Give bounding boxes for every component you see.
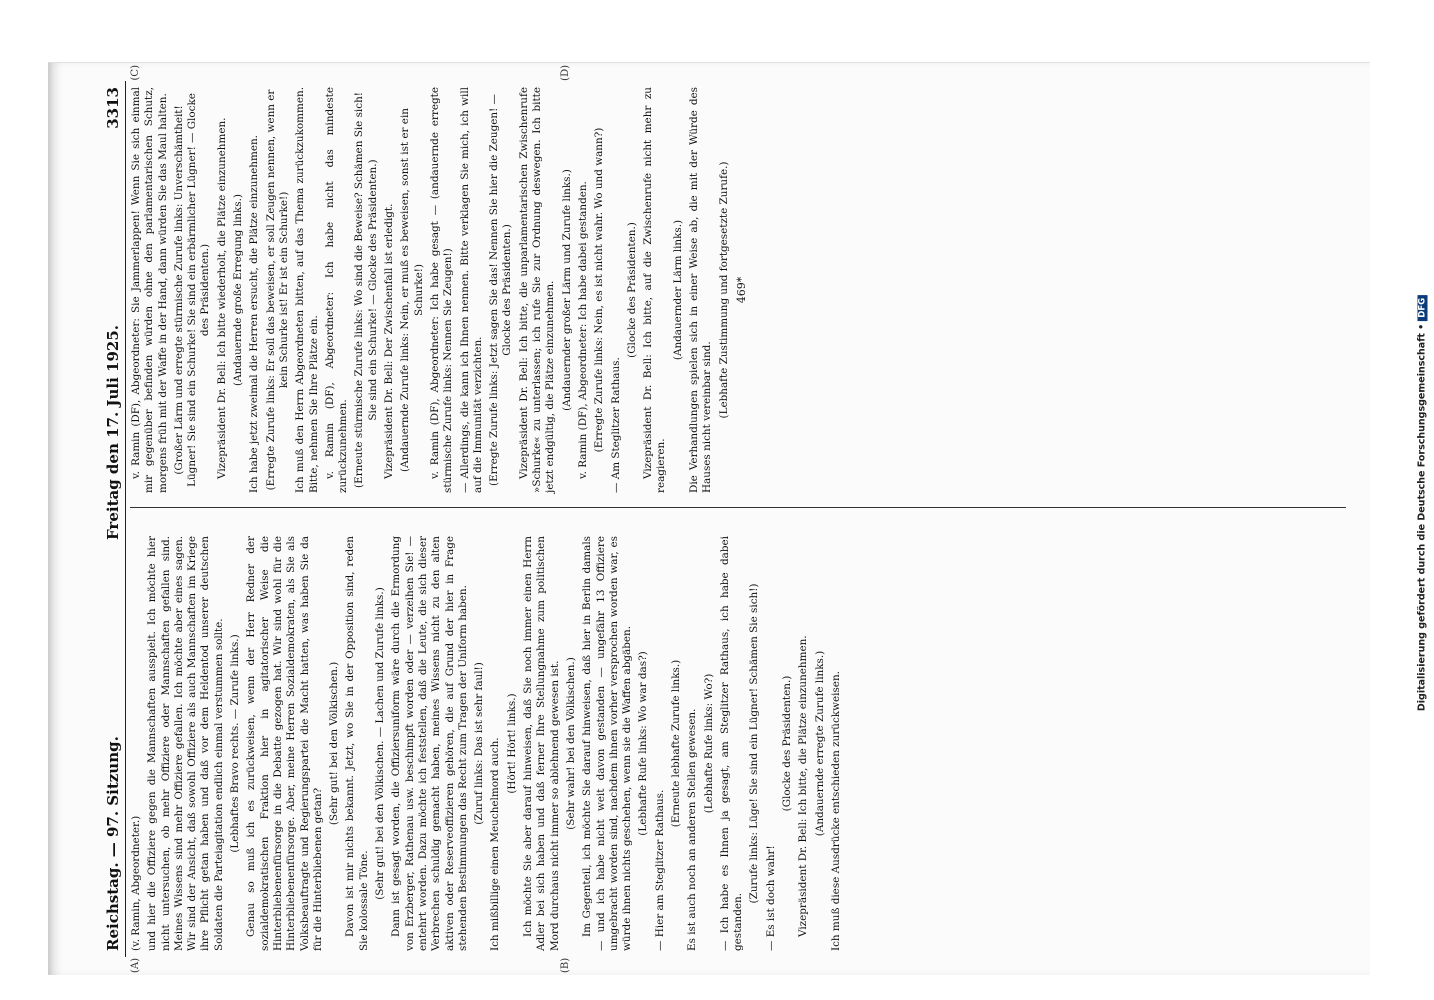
dfg-logo: DFG [1418, 295, 1428, 321]
paragraph: (Andauernde große Erregung links.) [232, 194, 245, 386]
right-column [130, 65, 1346, 508]
left-column [130, 530, 1346, 973]
digitization-credit: Digitalisierung gefördert durch die Deutsche Forschungsgemeinschaft •DFG [1412, 8, 1432, 998]
paragraph: — Allerdings, die kann ich Ihnen nennen. Bitte verklagen Sie mich, ich will auf die Immunität verzichten. [458, 87, 484, 493]
paragraph: (Sehr gut! bei den Völkischen. — Lachen und Zurufe links.) [374, 587, 387, 900]
paragraph: (Erneute lebhafte Zurufe links.) [669, 659, 682, 828]
paragraph: (Glocke des Präsidenten.) [625, 222, 638, 358]
paragraph: (Glocke des Präsidenten.) [781, 675, 794, 812]
paragraph: Vizepräsident Dr. Bell: Ich bitte, die unparlamentarischen Zwischenrufe »Schurke« zu unterlassen; ich rufe Sie zur Ordnung deswegen. Ich bitte jetzt endgültig, die Plätze einzunehmen. [517, 87, 557, 493]
margin-mark-d: (D) [560, 65, 571, 81]
header-date: Freitag den 17. Juli 1925. [104, 324, 122, 540]
paragraph: (v. Ramin, Abgeordneter.) [130, 815, 142, 951]
paragraph: (Hört! Hört! links.) [505, 693, 518, 794]
paragraph: (Andauernde Zurufe links: Nein, er muß es beweisen, sonst ist er ein Schurke!) [399, 108, 425, 472]
paragraph: Ich muß diese Ausdrücke entschieden zurückweisen. [829, 671, 842, 951]
paragraph: und hier die Offiziere gegen die Mannschaften ausspielt. Ich möchte hier nicht untersuchen, ob mehr Offiziere oder Mannschaften gefallen sind. Meines Wissens sind mehr Offiziere gefallen. Ich möchte aber eines sagen. Wir sind der Ansicht, daß sowohl Offiziere als auch Mannschaften im Kriege ihre Pflicht getan haben und daß vor dem Heldentod unserer deutschen Soldaten die Parteiagitation endlich einmal verstummen sollte. [146, 536, 225, 951]
paragraph: Ich muß den Herrn Abgeordneten bitten, auf das Thema zurückzukommen. Bitte, nehmen Sie Ihre Plätze ein. [294, 87, 320, 493]
paragraph: Ich habe jetzt zweimal die Herren ersucht, die Plätze einzunehmen. [248, 135, 261, 493]
paragraph: — Am Steglitzer Rathaus. [609, 357, 622, 493]
paragraph: (Erregte Zurufe links: Er soll das beweisen, er soll Zeugen nennen, wenn er kein Schurke ist! Er ist ein Schurke!) [264, 89, 290, 491]
paragraph: v. Ramin (DF), Abgeordneter: Ich habe gesagt — (andauernde erregte stürmische Zurufe links: Nennen Sie Zeugen!) [428, 87, 455, 493]
paragraph: v. Ramin (DF), Abgeordneter: Ich habe dabei gestanden. [576, 181, 589, 479]
paragraph: (Sehr wahr! bei den Völkischen.) [564, 657, 577, 830]
header-left: Reichstag. — 97. Sitzung. [104, 736, 122, 951]
paragraph: Vizepräsident Dr. Bell: Ich bitte wiederholt, die Plätze einzunehmen. [215, 117, 228, 479]
paragraph: — Ich habe es Ihnen ja gesagt, am Steglitzer Rathaus, ich habe dabei gestanden. [718, 536, 745, 951]
paragraph: (Andauernder großer Lärm und Zurufe links.) [560, 169, 573, 411]
scanned-page [48, 62, 1370, 975]
paragraph: (Sehr gut! bei den Völkischen.) [328, 661, 341, 826]
paragraph: v. Ramin (DF), Abgeordneter: Sie Jammerlappen! Wenn Sie sich einmal mir gegenüber befinden würden ohne den parlamentarischen Schutz, morgens früh mit der Waffe in der Hand, dann würden Sie das Maul halten. [130, 87, 169, 493]
paragraph: (Lebhafte Rufe links: Wo war das?) [637, 651, 650, 836]
paragraph: — Es ist doch wahr! [764, 845, 777, 951]
paragraph: (Erregte Zurufe links: Jetzt sagen Sie das! Nennen Sie hier die Zeugen! — Glocke des Präsidenten.) [488, 94, 514, 486]
paragraph: Ich möchte Sie aber darauf hinweisen, daß Sie noch immer einen Herrn Adler bei sich haben und daß ferner Ihre Stellungnahme zum politischen Mord durchaus nicht immer so ablehnend gewesen ist. [522, 536, 561, 951]
paragraph: Vizepräsident Dr. Bell: Der Zwischenfall ist erledigt. [383, 203, 396, 479]
rotated-page [50, 63, 1370, 975]
paragraph: (Zuruf links: Das ist sehr faul!) [473, 662, 486, 825]
paragraph: (Lebhafte Rufe links: Wo?) [702, 673, 715, 814]
paragraph: (Zurufe links: Lüge! Sie sind ein Lügner! Schämen Sie sich!) [748, 583, 761, 904]
paragraph: (Erneute stürmische Zurufe links: Wo sind die Beweise? Schämen Sie sich! Sie sind ein Schurke! — Glocke des Präsidenten.) [353, 92, 379, 488]
paragraph: Dann ist gesagt worden, die Offiziersuniform wäre durch die Ermordung von Erzberger, Rathenau usw. beschimpft worden oder — verzeihen Sie! — entehrt worden. Dazu möchte ich feststellen, daß die Leute, die sich dieser Verbrechen schuldig gemacht haben, meines Wissens nicht zu den alten aktiven oder Reserveoffizieren gehören, die auf Grund der hier in Frage stehenden Bestimmungen das Recht zum Tragen der Uniform haben. [390, 536, 469, 951]
paragraph: Die Verhandlungen spielen sich in einer Weise ab, die mit der Würde des Hauses nicht vereinbar sind. [687, 87, 714, 493]
margin-mark-c: (C) [130, 65, 141, 81]
paragraph: Ich mißbillige einen Meuchelmord auch. [489, 737, 502, 951]
paragraph: — Hier am Steglitzer Rathaus. [653, 789, 666, 951]
paragraph: Vizepräsident Dr. Bell: Ich bitte, auf die Zwischenrufe nicht mehr zu reagieren. [642, 87, 668, 493]
paragraph: Davon ist mir nichts bekannt. Jetzt, wo Sie in der Opposition sind, reden Sie kolossale Töne. [344, 536, 370, 951]
paragraph: (Andauernder Lärm links.) [671, 219, 684, 361]
signature-mark: 469* [734, 276, 748, 304]
margin-mark-a: (A) [130, 957, 141, 973]
running-head [96, 81, 126, 957]
paragraph: Im Gegenteil, ich möchte Sie darauf hinweisen, daß hier in Berlin damals — und ich habe nicht weit davon gestanden — ungefähr 13 Offiziere umgebracht worden sind, nachdem ihnen vorher versprochen worden war, es würde ihnen nichts geschehen, wenn sie die Waffen abgäben. [581, 536, 634, 951]
paragraph: (Lebhaftes Bravo rechts. — Zurufe links.) [229, 634, 242, 853]
margin-mark-b: (B) [560, 957, 571, 973]
paragraph: (Erregte Zurufe links: Nein, es ist nicht wahr. Wo und wann?) [593, 127, 606, 453]
paragraph: Genau so muß ich es zurückweisen, wenn der Herr Redner der sozialdemokratischen Fraktion hier in agitatorischer Weise die Hinterbliebenenfürsorge in die Debatte gezogen hat. Wir sind wohl für die Hinterbliebenenfürsorge. Aber, meine Herren Sozialdemokraten, als Sie als Volksbeauftragte und Regierungspartei die Macht hatten, was haben Sie da für die Hinterbliebenen getan? [245, 536, 324, 951]
paragraph: (Lebhafte Zustimmung und fortgesetzte Zurufe.) [717, 161, 730, 419]
page-number: 3313 [104, 87, 122, 129]
paragraph: Vizepräsident Dr. Bell: Ich bitte, die Plätze einzunehmen. [797, 635, 810, 937]
paragraph: (Großer Lärm und erregte stürmische Zurufe links: Unverschämtheit! Lügner! Sie sind ein Schurke! Sie sind ein erbärmlicher Lügner! — Glocke des Präsidenten.) [172, 93, 212, 487]
paragraph: (Andauernde erregte Zurufe links.) [813, 650, 826, 837]
paragraph: v. Ramin (DF), Abgeordneter: Ich habe nicht das mindeste zurückzunehmen. [323, 87, 350, 493]
paragraph: Es ist auch noch an anderen Stellen gewesen. [686, 708, 699, 951]
